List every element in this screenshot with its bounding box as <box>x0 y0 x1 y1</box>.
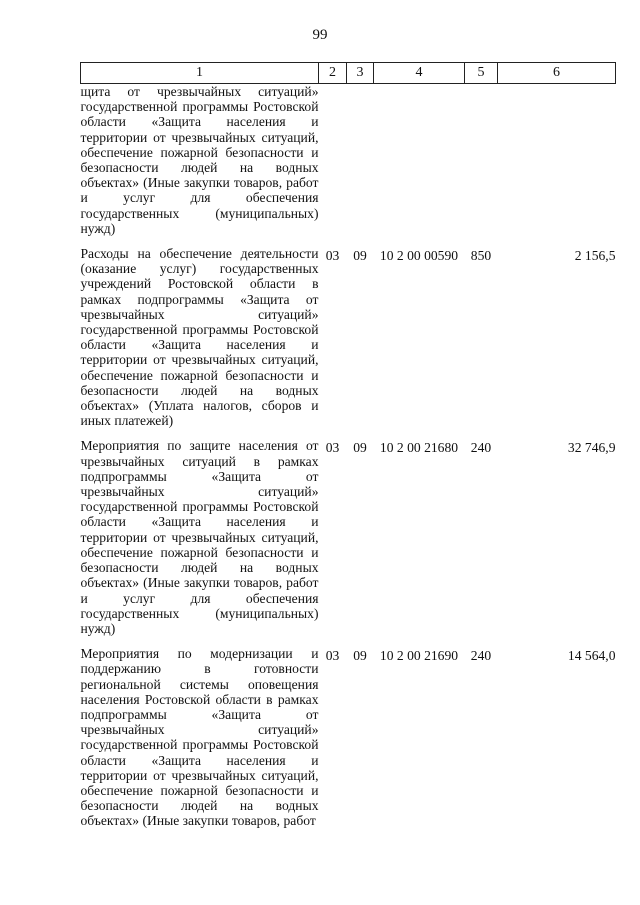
row-target-article: 10 2 00 21690 <box>379 648 459 664</box>
row-subsection: 09 <box>353 440 367 456</box>
row-subsection: 09 <box>353 648 367 664</box>
row-subsection: 09 <box>353 248 367 264</box>
row-subsection <box>347 84 374 247</box>
column-header-6: 6 <box>498 63 616 84</box>
row-target-article <box>374 84 465 247</box>
table-row <box>81 438 616 646</box>
row-section: 03 <box>325 440 340 456</box>
row-amount <box>498 84 616 247</box>
row-section <box>319 84 347 247</box>
column-header-1: 1 <box>81 63 319 84</box>
row-expense-type: 240 <box>470 648 492 664</box>
row-expense-type: 850 <box>470 248 492 264</box>
row-section: 03 <box>325 248 340 264</box>
row-description: Расходы на обеспечение деятельности (оказание услуг) государственных учреждений Ростовской области в рамках подпрограммы «Защита от чрезвычайных ситуаций» государственной программы Ростовской области «Защита населения и территории от чрезвычайных ситуаций, обеспечение пожарной безопасности и безопасности людей на водных объектах» (Уплата налогов, сборов и иных платежей) <box>80 246 319 429</box>
column-header-5: 5 <box>465 63 498 84</box>
row-amount: 14 564,0 <box>567 648 616 664</box>
table-header-row <box>81 63 616 84</box>
table-row <box>81 246 616 438</box>
column-header-3: 3 <box>347 63 374 84</box>
row-target-article: 10 2 00 00590 <box>379 248 459 264</box>
table-row <box>81 84 616 247</box>
table-row <box>81 646 616 838</box>
row-expense-type <box>465 84 498 247</box>
row-expense-type: 240 <box>470 440 492 456</box>
row-amount: 32 746,9 <box>567 440 616 456</box>
row-description: Мероприятия по защите населения от чрезвычайных ситуаций в рамках подпрограммы «Защита от чрезвычайных ситуаций» государственной программы Ростовской области «Защита населения и территории от чрезвычайных ситуаций, обеспечение пожарной безопасности и безопасности людей на водных объектах» (Иные закупки товаров, работ и услуг для обеспечения государственных (муниципальных) нужд) <box>80 438 319 636</box>
budget-table <box>80 62 616 839</box>
page-number: 99 <box>312 27 328 43</box>
column-header-2: 2 <box>319 63 347 84</box>
row-description: Мероприятия по модернизации и поддержанию в готовности региональной системы оповещения населения Ростовской области в рамках подпрограммы «Защита от чрезвычайных ситуаций» государственной программы Ростовской области «Защита населения и территории от чрезвычайных ситуаций, обеспечение пожарной безопасности и безопасности людей на водных объектах» (Иные закупки товаров, работ <box>80 646 319 829</box>
row-description: щита от чрезвычайных ситуаций» государственной программы Ростовской области «Защита населения и территории от чрезвычайных ситуаций, обеспечение пожарной безопасности и безопасности людей на водных объектах» (Иные закупки товаров, работ и услуг для обеспечения государственных (муниципальных) нужд) <box>80 84 319 236</box>
row-target-article: 10 2 00 21680 <box>379 440 459 456</box>
row-section: 03 <box>325 648 340 664</box>
column-header-4: 4 <box>374 63 465 84</box>
row-amount: 2 156,5 <box>574 248 616 264</box>
